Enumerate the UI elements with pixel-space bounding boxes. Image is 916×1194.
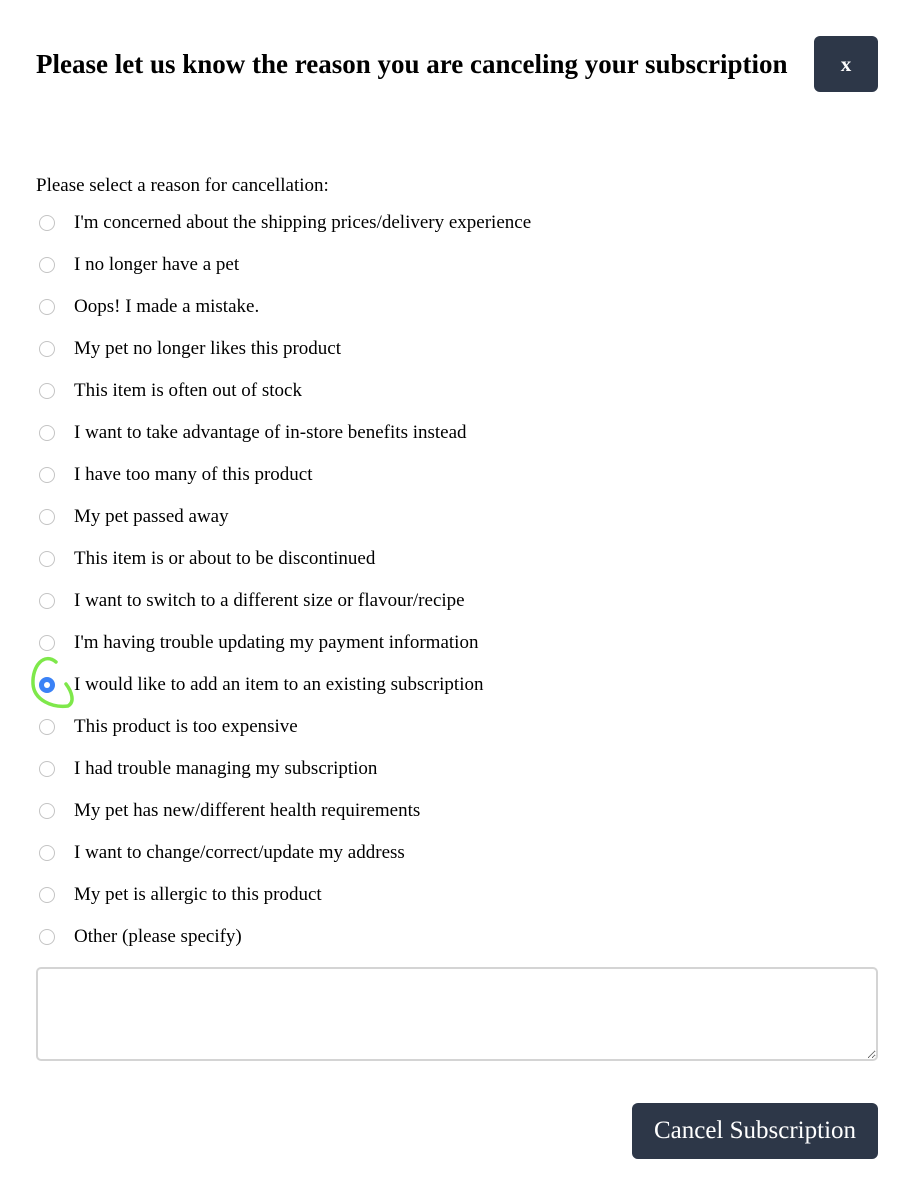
reason-label: My pet no longer likes this product — [74, 338, 342, 359]
reason-label: I had trouble managing my subscription — [74, 758, 378, 779]
dialog-title: Please let us know the reason you are canceling your subscription — [36, 49, 788, 79]
reason-list — [36, 202, 878, 958]
radio-button[interactable] — [39, 887, 55, 903]
reason-label: My pet is allergic to this product — [74, 884, 322, 905]
radio-button[interactable] — [39, 635, 55, 651]
reason-option[interactable] — [36, 832, 878, 874]
reason-label: My pet passed away — [74, 506, 229, 527]
reason-label: I want to switch to a different size or flavour/recipe — [74, 590, 465, 611]
reason-option[interactable] — [36, 412, 878, 454]
radio-button[interactable] — [39, 383, 55, 399]
radio-button[interactable] — [39, 845, 55, 861]
reason-option[interactable] — [36, 202, 878, 244]
reason-label: I'm having trouble updating my payment information — [74, 632, 479, 653]
radio-button[interactable] — [39, 719, 55, 735]
other-reason-textarea[interactable] — [36, 967, 878, 1061]
reason-option[interactable] — [36, 454, 878, 496]
radio-button[interactable] — [39, 425, 55, 441]
reason-label: I no longer have a pet — [74, 254, 240, 275]
reason-label: I'm concerned about the shipping prices/delivery experience — [74, 212, 532, 233]
reason-label: My pet has new/different health requirements — [74, 800, 421, 821]
radio-button[interactable] — [39, 593, 55, 609]
reason-option[interactable] — [36, 790, 878, 832]
reason-option[interactable] — [36, 622, 878, 664]
radio-button[interactable] — [39, 257, 55, 273]
radio-button[interactable] — [39, 761, 55, 777]
reason-label: Oops! I made a mistake. — [74, 296, 260, 317]
reason-option[interactable] — [36, 328, 878, 370]
reason-label: I want to take advantage of in-store benefits instead — [74, 422, 467, 443]
reason-option[interactable] — [36, 916, 878, 958]
reason-option[interactable] — [36, 580, 878, 622]
radio-button[interactable] — [39, 341, 55, 357]
reason-option[interactable] — [36, 748, 878, 790]
radio-button[interactable] — [39, 929, 55, 945]
radio-button[interactable] — [39, 803, 55, 819]
reason-option[interactable] — [36, 496, 878, 538]
close-button[interactable]: x — [814, 36, 878, 92]
radio-button[interactable] — [39, 551, 55, 567]
radio-button[interactable] — [39, 509, 55, 525]
reason-option[interactable] — [36, 244, 878, 286]
reason-option[interactable] — [36, 370, 878, 412]
reason-option[interactable] — [36, 706, 878, 748]
cancel-subscription-button[interactable]: Cancel Subscription — [632, 1103, 878, 1159]
radio-button[interactable] — [39, 299, 55, 315]
reason-label: Other (please specify) — [74, 926, 242, 947]
radio-button[interactable] — [39, 215, 55, 231]
reason-label: This item is or about to be discontinued — [74, 548, 376, 569]
reason-option[interactable] — [36, 664, 878, 706]
radio-button[interactable] — [39, 467, 55, 483]
reason-prompt: Please select a reason for cancellation: — [36, 175, 329, 196]
reason-option[interactable] — [36, 286, 878, 328]
reason-option[interactable] — [36, 538, 878, 580]
reason-label: This item is often out of stock — [74, 380, 302, 401]
reason-option[interactable] — [36, 874, 878, 916]
reason-label: I would like to add an item to an existing subscription — [74, 674, 484, 695]
reason-label: I want to change/correct/update my address — [74, 842, 405, 863]
reason-label: I have too many of this product — [74, 464, 313, 485]
radio-button-selected[interactable] — [39, 677, 55, 693]
reason-label: This product is too expensive — [74, 716, 298, 737]
